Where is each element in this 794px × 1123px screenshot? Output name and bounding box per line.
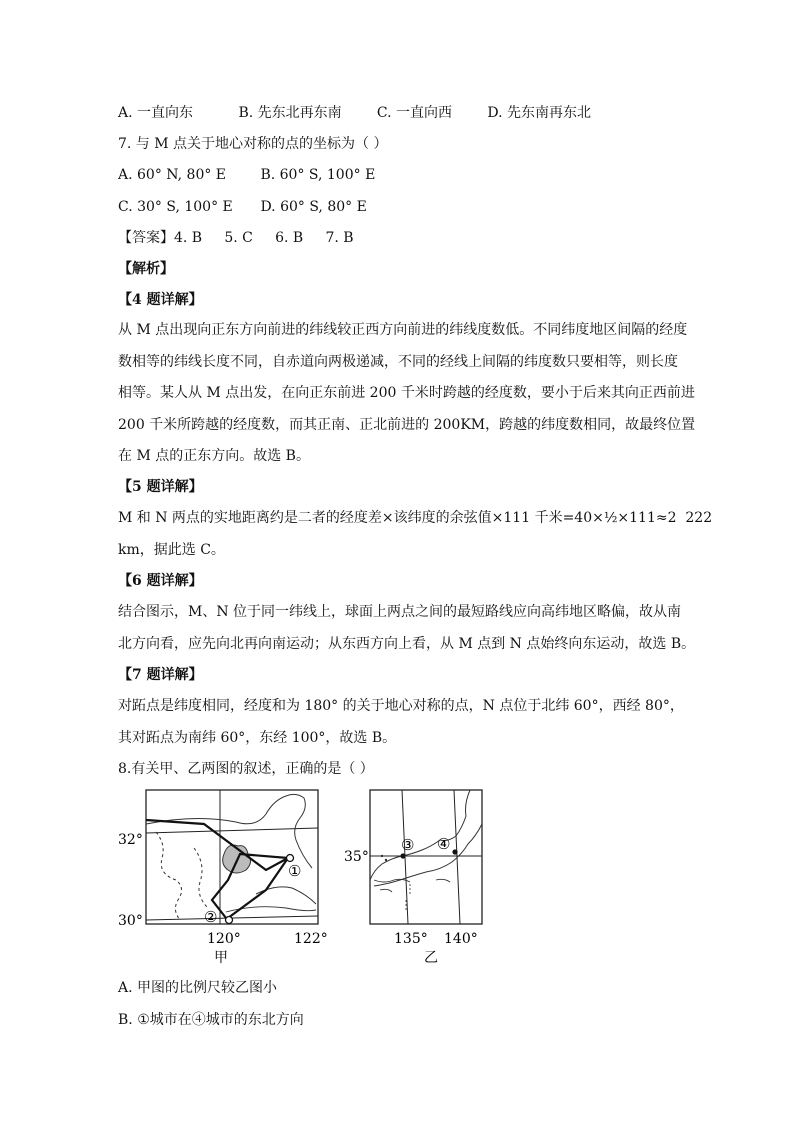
q4-paragraph [118,315,696,473]
q7-option-d: D. 60° S, 80° E [260,199,367,215]
map-yi-lat: 35° [344,849,369,865]
q7-option-a: A. 60° N, 80° E [118,167,227,183]
q8-option-b: B. ①城市在④城市的东北方向 [118,1012,304,1028]
map-yi [340,784,500,964]
q4-line-2: 数相等的纬线长度不同，自赤道向两极递减，不同的经线上间隔的纬度数只要相等，则长度 [118,353,678,370]
map-yi-lon-left: 135° [394,931,428,947]
answer-line: 【答案】4. B 5. C 6. B 7. B [118,230,354,246]
q7-stem: 7. 与 M 点关于地心对称的点的坐标为（ ） [118,136,388,152]
map-jia-lat-bottom: 30° [118,913,143,929]
q4-line-3: 相等。某人从 M 点出发，在向正东前进 200 千米时跨越的经度数，要小于后来其向正西前进 [118,385,695,401]
q7-options-row-2 [118,197,367,217]
map-jia-marker-2: ② [204,908,218,926]
q7-paragraph [118,691,684,754]
q5-line-2: km，据此选 C。 [118,541,225,558]
map-yi-lon-right: 140° [444,931,478,947]
map-jia-lat-top: 32° [118,832,143,848]
q6-option-a: A. 一直向东 [118,105,194,121]
q4-line-5: 在 M 点的正东方向。故选 B。 [118,448,310,464]
q7-option-c: C. 30° S, 100° E [118,199,233,215]
q5-line-1: M 和 N 两点的实地距离约是二者的经度差×该纬度的余弦值×111 千米=40×½×111≈2 222 [118,510,713,526]
map-yi-marker-3: ③ [401,836,415,854]
q7-heading: 【7 题详解】 [118,667,203,683]
q6-line-2: 北方向看，应先向北再向南运动；从东西方向上看，从 M 点到 N 点始终向东运动，故选 B。 [118,635,696,652]
q7-options-row-1 [118,165,375,185]
q6-option-d: D. 先东南再东北 [487,105,591,121]
q7-option-b: B. 60° S, 100° E [260,167,376,183]
q4-line-4: 200 千米所跨越的经度数，而其正南、正北前进的 200KM，跨越的纬度数相同，故最终位置 [118,416,696,433]
map-jia-lon-right: 122° [294,931,328,947]
q6-heading: 【6 题详解】 [118,573,203,589]
q6-line-1: 结合图示，M、N 位于同一纬线上，球面上两点之间的最短路线应向高纬地区略偏，故从南 [118,604,682,620]
map-jia-lon-left: 120° [207,931,241,947]
q8-stem: 8.有关甲、乙两图的叙述，正确的是（ ） [118,761,374,777]
map-jia-caption: 甲 [214,950,228,964]
q7-line-2: 其对跖点为南纬 60°，东经 100°，故选 B。 [118,729,397,746]
map-jia [116,784,328,964]
q6-paragraph [118,597,696,660]
q4-heading: 【4 题详解】 [118,292,203,308]
q7-line-1: 对跖点是纬度相同，经度和为 180° 的关于地心对称的点，N 点位于北纬 60°，西经 80°， [118,698,684,714]
q6-option-c: C. 一直向西 [376,105,453,121]
map-yi-marker-4: ④ [437,835,451,853]
q6-option-b: B. 先东北再东南 [238,105,342,121]
map-yi-caption: 乙 [424,950,438,964]
analysis-heading: 【解析】 [118,261,174,277]
q6-options-row [118,103,591,123]
q5-paragraph [118,503,713,566]
q8-option-a: A. 甲图的比例尺较乙图小 [118,980,278,996]
q4-line-1: 从 M 点出现向正东方向前进的纬线较正西方向前进的纬线度数低。不同纬度地区间隔的经度 [118,322,688,338]
map-jia-marker-1: ① [288,862,302,880]
q5-heading: 【5 题详解】 [118,479,203,495]
